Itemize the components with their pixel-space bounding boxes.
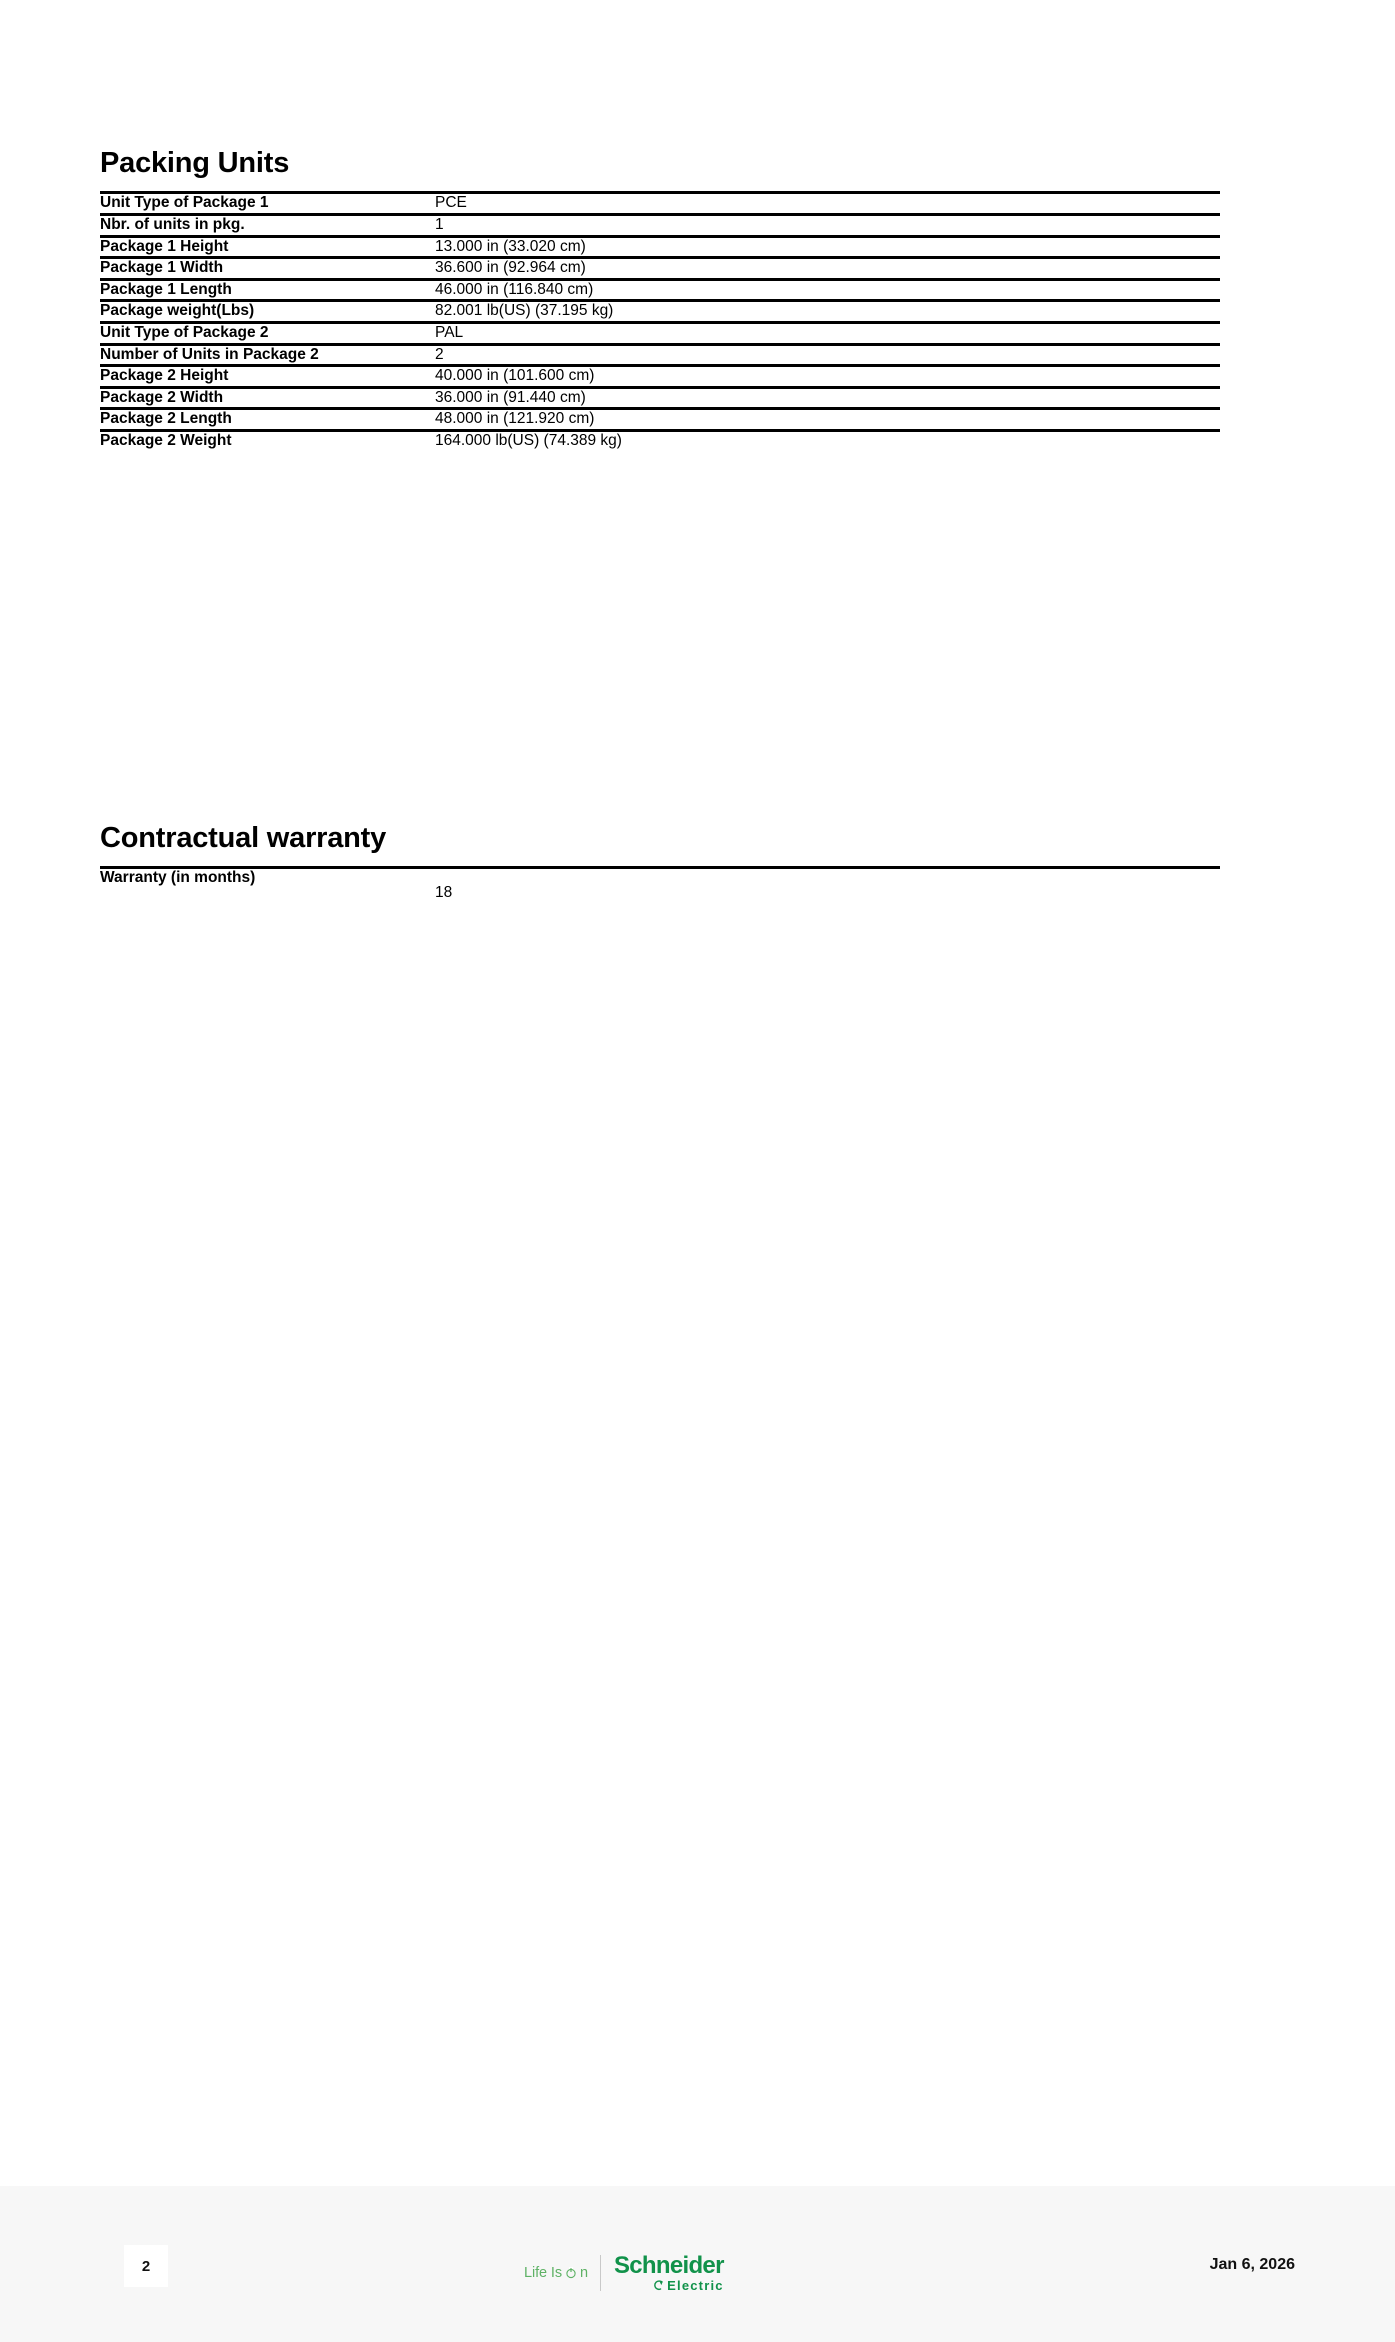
table-row	[100, 258, 1220, 280]
logo-divider	[600, 2255, 601, 2291]
tagline-suffix: n	[580, 2264, 588, 2281]
table-row	[100, 215, 1220, 237]
table-row	[100, 323, 1220, 345]
table-row	[100, 344, 1220, 366]
section-title-contractual-warranty: Contractual warranty	[100, 822, 387, 854]
heading-spacer	[100, 853, 1220, 866]
row-value: 2	[435, 345, 444, 363]
row-value: PCE	[435, 194, 467, 212]
heading-spacer	[100, 178, 1220, 191]
row-value: 46.000 in (116.840 cm)	[435, 280, 594, 298]
section-contractual-warranty	[100, 823, 1220, 909]
table-row	[100, 366, 1220, 388]
row-label: Package 2 Height	[100, 367, 229, 385]
brand-lockup	[614, 2254, 724, 2292]
row-label: Package 2 Weight	[100, 431, 232, 449]
brand-sub-name: Electric	[667, 2278, 724, 2293]
row-label: Warranty (in months)	[100, 869, 256, 887]
row-value: 18	[435, 884, 453, 902]
row-label: Unit Type of Package 2	[100, 324, 269, 341]
table-row	[100, 387, 1220, 409]
row-value: 36.000 in (91.440 cm)	[435, 388, 586, 406]
packing-units-table	[100, 191, 1220, 450]
row-value: 40.000 in (101.600 cm)	[435, 367, 595, 385]
row-label: Package 1 Width	[100, 259, 224, 277]
page-number: 2	[141, 2257, 151, 2275]
row-label: Package 1 Height	[100, 237, 229, 255]
power-symbol-icon	[565, 2267, 577, 2279]
row-value: 164.000 lb(US) (74.389 kg)	[435, 431, 622, 449]
row-label: Package 2 Width	[100, 388, 224, 406]
row-label: Package 2 Length	[100, 410, 232, 428]
row-label: Nbr. of units in pkg.	[100, 216, 245, 234]
row-value: 82.001 lb(US) (37.195 kg)	[435, 302, 614, 320]
table-row	[100, 193, 1220, 215]
brand-sub-row	[614, 2279, 724, 2292]
table-row	[100, 430, 1220, 450]
life-is-on-tagline	[524, 2266, 588, 2281]
row-value: 36.600 in (92.964 cm)	[435, 259, 586, 277]
row-label: Package 1 Length	[100, 280, 232, 298]
footer-date: Jan 6, 2026	[1209, 2256, 1295, 2273]
row-label: Number of Units in Package 2	[100, 345, 319, 363]
table-row	[100, 236, 1220, 258]
page-number-box	[124, 2245, 168, 2287]
row-value: 13.000 in (33.020 cm)	[435, 237, 586, 255]
row-label: Unit Type of Package 1	[100, 194, 269, 212]
table-row	[100, 868, 1220, 909]
section-title-packing-units: Packing Units	[100, 147, 290, 179]
tagline-text: Life Is	[524, 2264, 562, 2281]
row-value: 48.000 in (121.920 cm)	[435, 410, 595, 428]
table-row	[100, 279, 1220, 301]
row-value: PAL	[435, 324, 464, 341]
table-row	[100, 301, 1220, 323]
row-value: 1	[435, 216, 444, 234]
table-row	[100, 409, 1220, 431]
schneider-swirl-icon	[652, 2279, 665, 2292]
row-label: Package weight(Lbs)	[100, 302, 255, 320]
brand-name: Schneider	[613, 2252, 724, 2279]
contractual-warranty-table	[100, 866, 1220, 909]
schneider-electric-logo	[524, 2253, 724, 2293]
section-packing-units	[100, 148, 1220, 451]
